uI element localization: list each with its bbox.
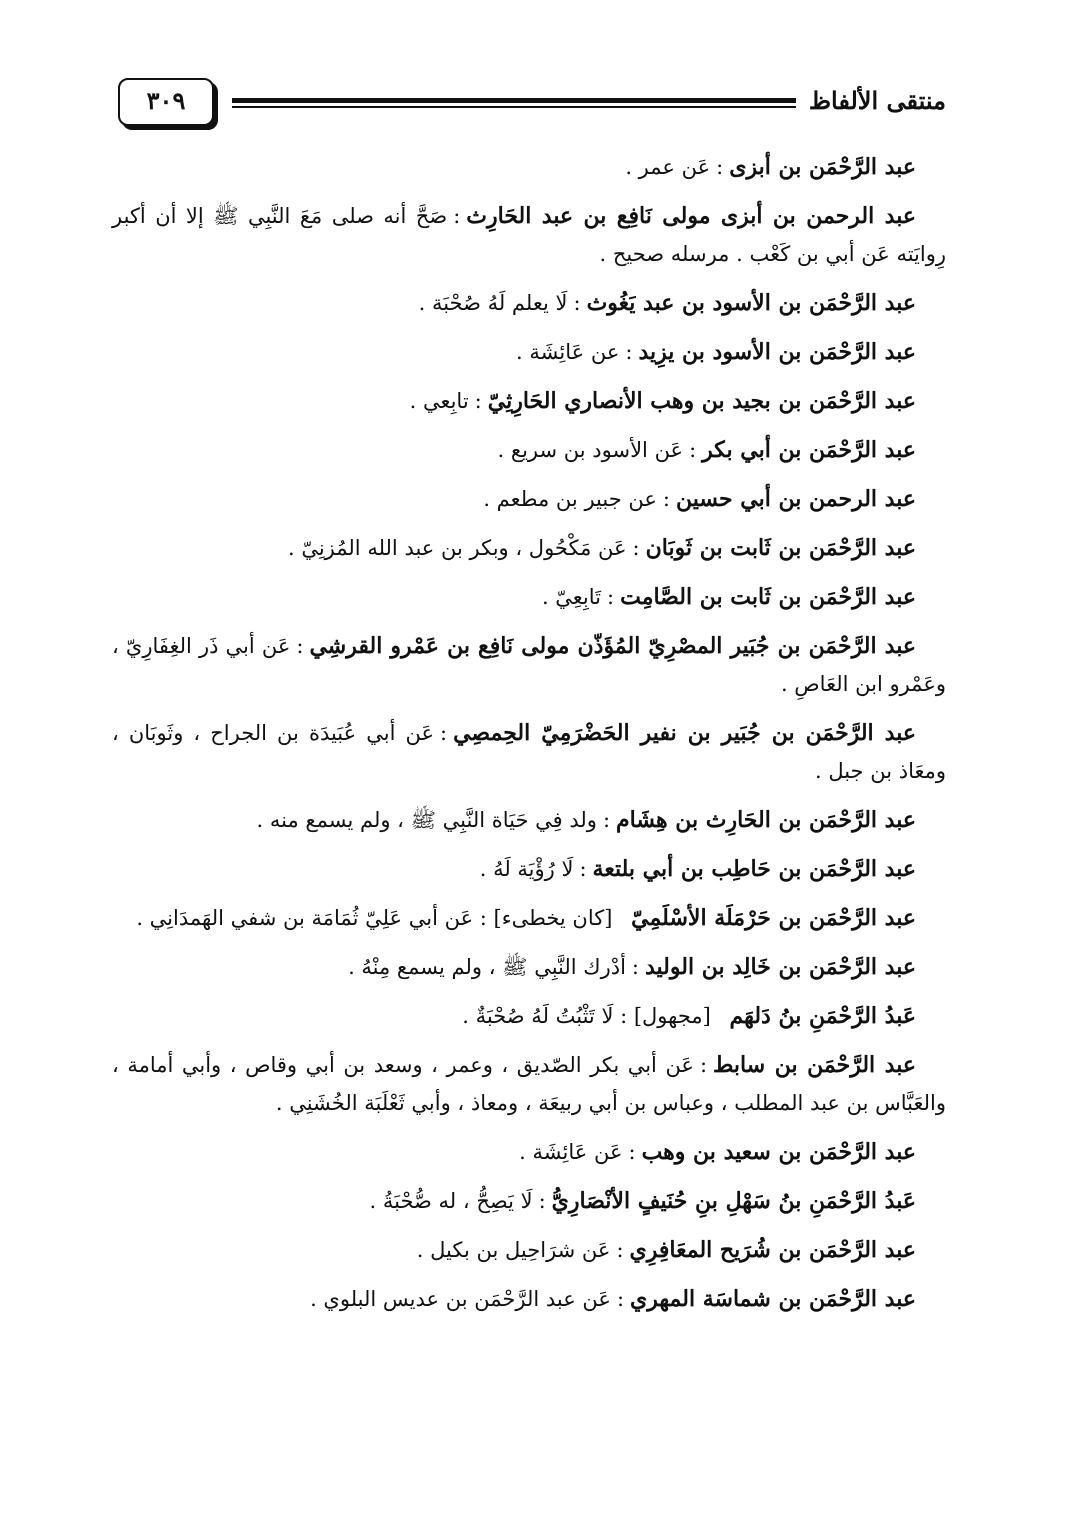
entry-name: عَبدُ الرَّحْمَنِ بنُ دَلهَم — [729, 1003, 916, 1029]
entry: عبد الرَّحْمَن بن خَالِد بن الوليد:أدْرك النَّبِي ﷺ ، ولم يسمع مِنْهُ . — [348, 954, 916, 980]
entry-name: عَبدُ الرَّحْمَنِ بنُ سَهْلِ بنِ حُنَيفٍ الأنْصَارِيُّ — [551, 1188, 916, 1214]
entry-text: ولد فِي حَيَاة النَّبِي ﷺ ، ولم يسمع منه . — [256, 808, 597, 832]
entry-name: عبد الرَّحْمَن بن سعيد بن وهب — [641, 1139, 916, 1165]
entry-text: عَن أبي بكر الصّديق ، وعمر ، وسعد بن أبي وقاص ، وأبي أمامة ، والعَبَّاس بن عبد المطلب ، وعباس بن أبي ربيعَة ، ومعاذ ، وأبي ثَعْلَبَة الخُشَنِي . — [112, 1053, 946, 1115]
entry-name: عبد الرَّحْمَن بن أبزى — [729, 154, 916, 180]
entry-name: عبد الرَّحْمَن بن جُبَير بن نفير الحَضْرَمِيّ الحِمصِي — [453, 720, 916, 746]
entry-name: عبد الرَّحْمَن بن شُرَيح المعَافِرِي — [629, 1237, 916, 1263]
entry-text: [كان يخطىء] : عَن أبي عَلِيّ ثُمَامَة بن شفي الهَمدَانِي . — [136, 906, 613, 930]
entry-text: أدْرك النَّبِي ﷺ ، ولم يسمع مِنْهُ . — [348, 955, 626, 979]
entry-text: عَن عمر . — [625, 155, 711, 179]
entry-text: عَن أبي عُبَيدَة بن الجراح ، وثَوبَان ، ومعَاذ بن جبل . — [112, 721, 946, 783]
entry-name: عبد الرَّحْمَن بن سابط — [713, 1052, 916, 1078]
header-rule — [232, 98, 796, 112]
entry-text: لَا رُؤْيَة لَهُ . — [479, 857, 574, 881]
entry-text: لَا يعلم لَهُ صُحْبَة . — [418, 291, 568, 315]
entry: عبد الرَّحْمَن بن شماسَة المهري:عَن عبد الرَّحْمَن بن عديس البلوي . — [310, 1286, 916, 1312]
entry: عبد الرَّحْمَن بن سابط:عَن أبي بكر الصّديق ، وعمر ، وسعد بن أبي وقاص ، وأبي أمامة ، والعَبَّاس بن عبد المطلب ، وعباس بن أبي ربيعَة ، ومعاذ ، وأبي ثَعْلَبَة الخُشَنِي . — [112, 1052, 946, 1115]
entry-text: عَن مَكْحُول ، وبكر بن عبد الله المُزنِيّ . — [287, 536, 627, 560]
entry-text: [مجهول] : لَا تَثْبُتُ لَهُ صُحْبَةٌ . — [462, 1004, 711, 1028]
entry: عبد الرَّحْمَن بن حَاطِب بن أبي بلتعة:لَا رُؤْيَة لَهُ . — [479, 856, 916, 882]
entry — [112, 899, 946, 948]
entry: عبد الرحمن بن أبي حسين:عن جبير بن مطعم . — [483, 486, 916, 512]
entry: عبد الرَّحْمَن بن شُرَيح المعَافِرِي:عَن شرَاحِيل بن بكيل . — [416, 1237, 916, 1263]
entry-name: عبد الرَّحْمَن بن أبي بكر — [702, 437, 916, 463]
entry-text: لَا يَصِحُّ ، له صُّحْبَةُ . — [369, 1189, 533, 1213]
entry: عبد الرَّحْمَن بن جُبَير بن نفير الحَضْرَمِيّ الحِمصِي:عَن أبي عُبَيدَة بن الجراح ، وثَوبَان ، ومعَاذ بن جبل . — [112, 720, 946, 783]
entry: عبد الرَّحْمَن بن الأسود بن عبد يَغُوث:لَا يعلم لَهُ صُحْبَة . — [418, 290, 916, 316]
entry-text: عن عَائِشَة . — [516, 340, 620, 364]
entry: عبد الرحمن بن أبزى مولى نَافِع بن عبد الحَارِث:صَحَّ أنه صلى مَعَ النَّبِي ﷺ إلا أن أكبر رِوايَته عَن أبي بن كَعْب . مرسله صحيح . — [112, 203, 946, 266]
entry-text: عن جبير بن مطعم . — [483, 487, 657, 511]
entry: عبد الرَّحْمَن بن أبزى:عَن عمر . — [625, 154, 916, 180]
entry-name: عبد الرحمن بن أبي حسين — [675, 486, 916, 512]
entry-name: عبد الرَّحْمَن بن الأسود بن عبد يَغُوث — [586, 290, 916, 316]
entry-text: عَن الأسود بن سريع . — [497, 438, 684, 462]
entry: عبد الرَّحْمَن بن أبي بكر:عَن الأسود بن سريع . — [497, 437, 916, 463]
entry: عبد الرَّحْمَن بن ثَابت بن ثَوبَان:عَن مَكْحُول ، وبكر بن عبد الله المُزنِيّ . — [287, 535, 916, 561]
entry-text: عَن أبي ذَر الغِفَارِيّ ، وعَمْرو ابن العَاصِ . — [112, 634, 946, 696]
page-number-box — [118, 78, 214, 126]
entry-name: عبد الرَّحْمَن بن الأسود بن يزِيد — [638, 339, 916, 365]
entry-text: صَحَّ أنه صلى مَعَ النَّبِي ﷺ إلا أن أكبر رِوايَته عَن أبي بن كَعْب . مرسله صحيح . — [112, 204, 946, 266]
entry — [112, 997, 946, 1046]
entry: عبد الرَّحْمَن بن جُبَير المصْرِيّ المُؤَذّن مولى نَافِع بن عَمْرو القرشِي:عَن أبي ذَر الغِفَارِيّ ، وعَمْرو ابن العَاصِ . — [112, 633, 946, 696]
page-number: ٣٠٩ — [146, 86, 186, 115]
header-rule-thick — [232, 98, 796, 103]
entry: عبد الرَّحْمَن بن بجيد بن وهب الأنصاري الحَارِثِيّ:تابِعي . — [409, 388, 916, 414]
entry-text: تابِعي . — [409, 389, 469, 413]
entry: عَبدُ الرَّحْمَنِ بنُ سَهْلِ بنِ حُنَيفٍ الأنْصَارِيُّ:لَا يَصِحُّ ، له صُّحْبَةُ . — [369, 1188, 916, 1214]
running-title: منتقى الألفاظ — [808, 86, 946, 115]
entry-text: تَابِعِيّ . — [541, 585, 602, 609]
entry-name: عبد الرَّحْمَن بن بجيد بن وهب الأنصاري الحَارِثِيّ — [487, 388, 916, 414]
entry-text: عَن عَائِشَة . — [519, 1140, 623, 1164]
entry-name: عبد الرَّحْمَن بن ثَابت بن ثَوبَان — [645, 535, 916, 561]
entry-text: عَن شرَاحِيل بن بكيل . — [416, 1238, 611, 1262]
entry-name: عبد الرَّحْمَن بن الحَارِث بن هِشَام — [616, 807, 916, 833]
entry: عبد الرَّحْمَن بن ثَابت بن الصَّامِت:تَابِعِيّ . — [541, 584, 916, 610]
page-header — [112, 72, 946, 132]
entry-name: عبد الرحمن بن أبزى مولى نَافِع بن عبد الحَارِث — [466, 203, 916, 229]
entry-name: عبد الرَّحْمَن بن جُبَير المصْرِيّ المُؤَذّن مولى نَافِع بن عَمْرو القرشِي — [309, 633, 916, 659]
page-body — [112, 148, 946, 1329]
entry: عبد الرَّحْمَن بن سعيد بن وهب:عَن عَائِشَة . — [519, 1139, 916, 1165]
entry-text: عَن عبد الرَّحْمَن بن عديس البلوي . — [310, 1287, 611, 1311]
entry: عبد الرَّحْمَن بن الأسود بن يزِيد:عن عَائِشَة . — [516, 339, 916, 365]
entry-name: عبد الرَّحْمَن بن حَاطِب بن أبي بلتعة — [592, 856, 916, 882]
entry-name: عبد الرَّحْمَن بن حَرْمَلَة الأسْلَمِيّ — [631, 905, 916, 931]
entry-name: عبد الرَّحْمَن بن خَالِد بن الوليد — [645, 954, 916, 980]
entry-name: عبد الرَّحْمَن بن شماسَة المهري — [630, 1286, 916, 1312]
entry-name: عبد الرَّحْمَن بن ثَابت بن الصَّامِت — [620, 584, 916, 610]
header-rule-thin — [232, 106, 796, 108]
entry: عبد الرَّحْمَن بن الحَارِث بن هِشَام:ولد فِي حَيَاة النَّبِي ﷺ ، ولم يسمع منه . — [256, 807, 916, 833]
